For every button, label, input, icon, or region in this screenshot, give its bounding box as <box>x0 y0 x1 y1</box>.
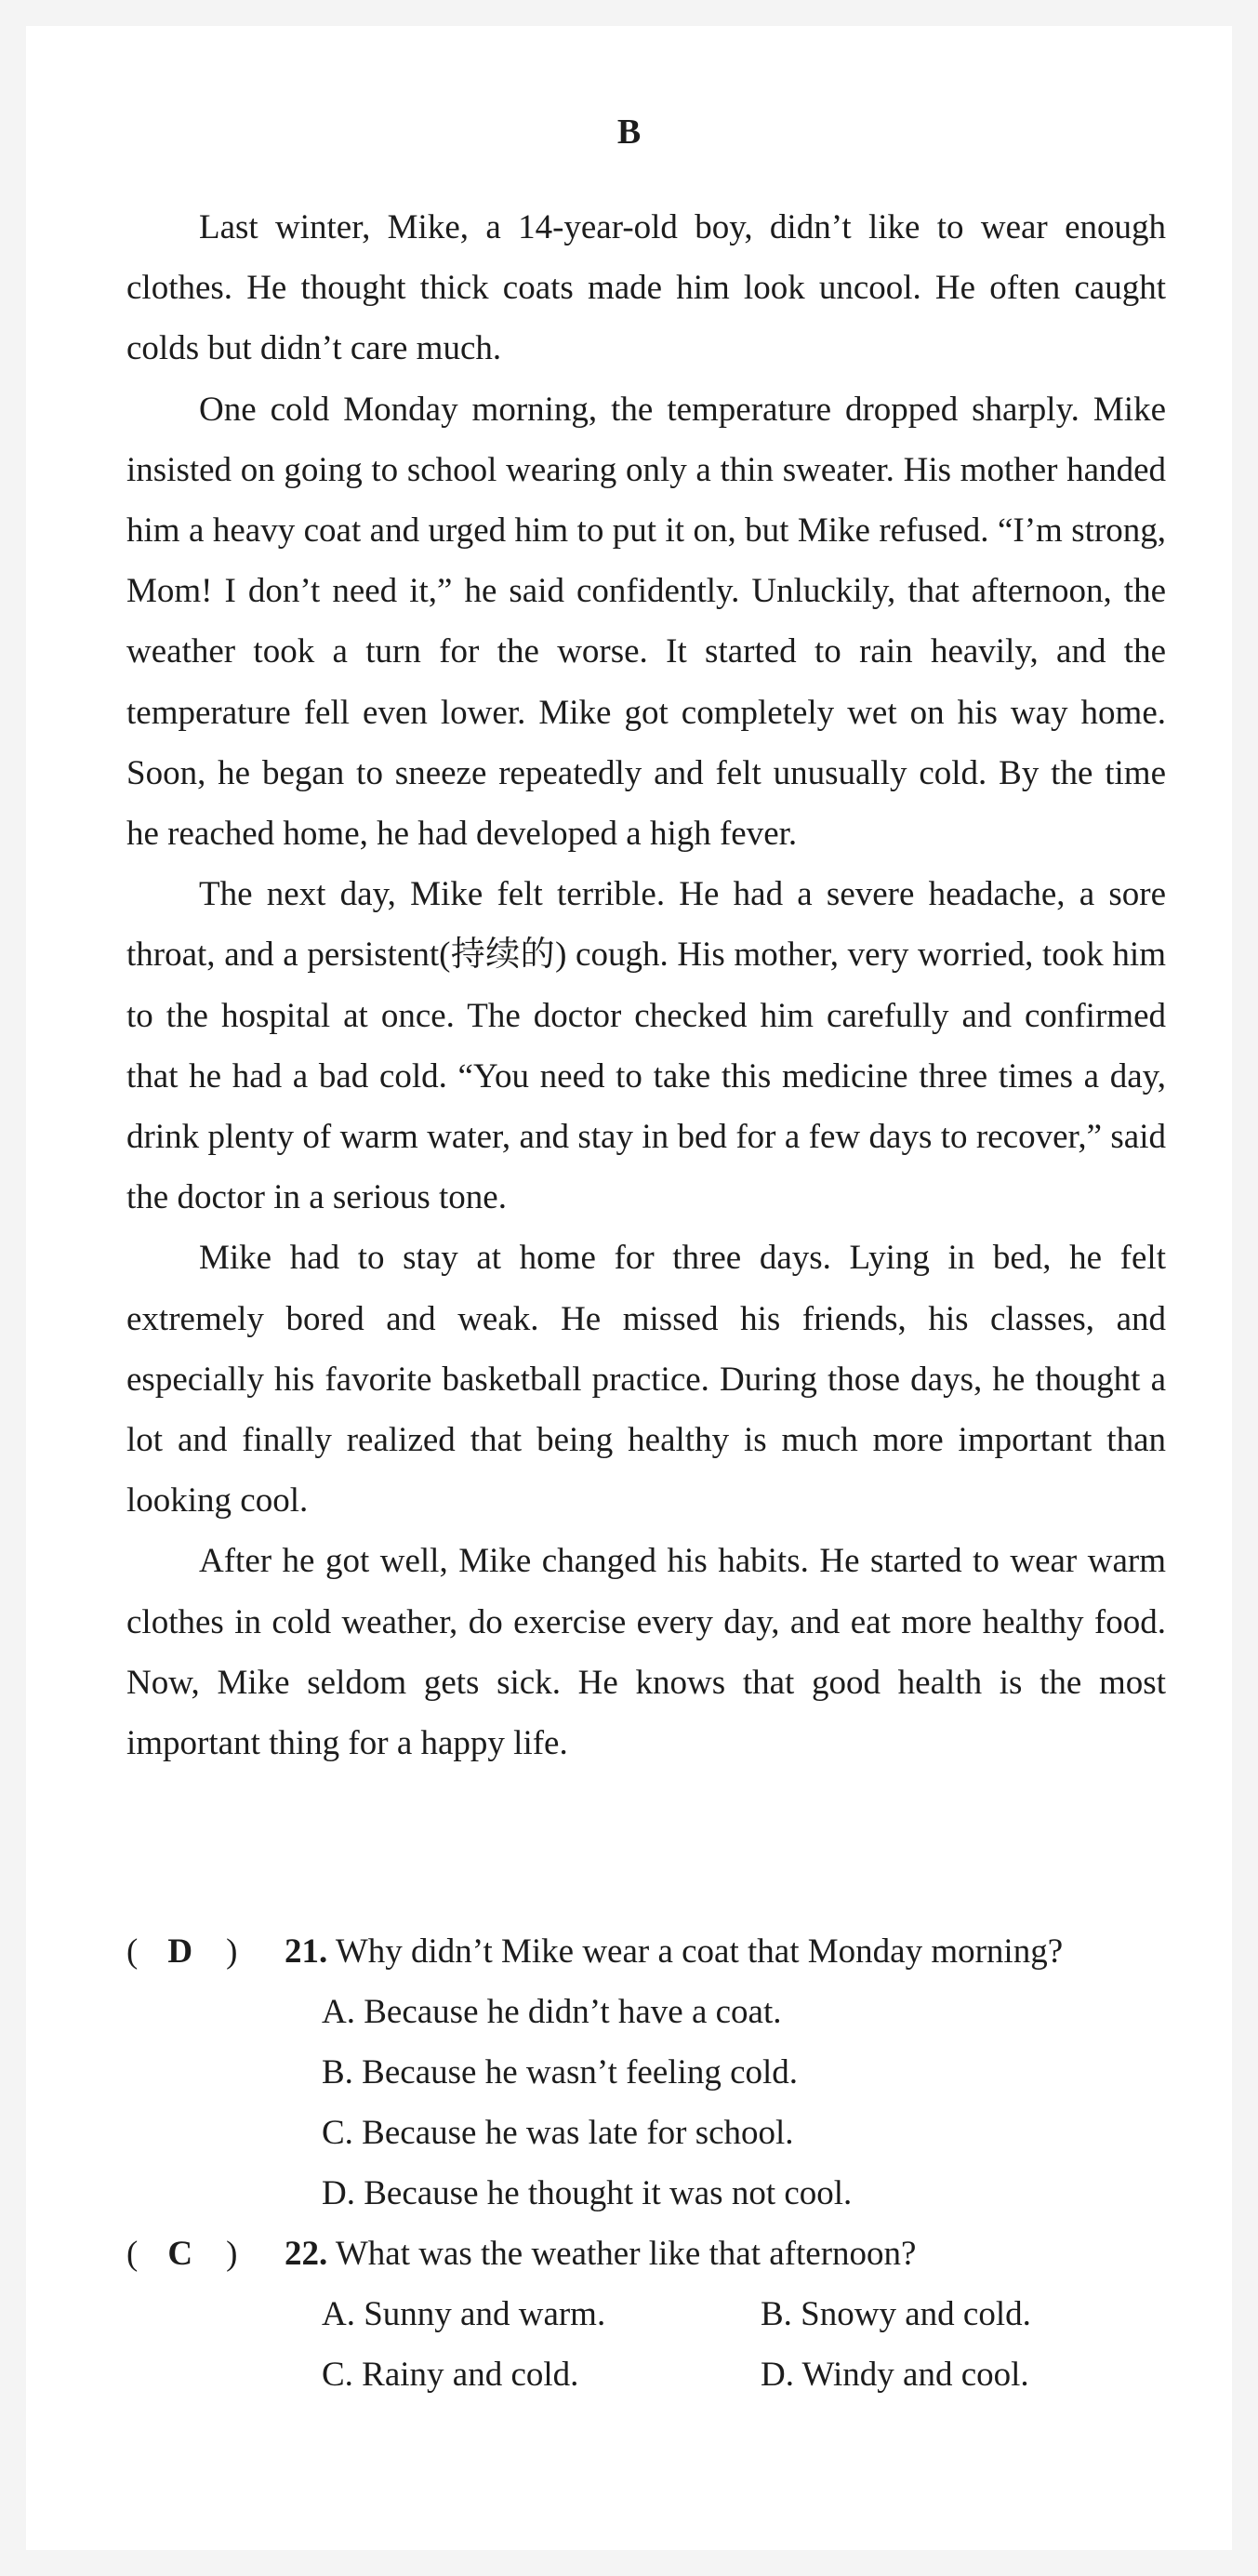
option-d: D. Because he thought it was not cool. <box>322 2174 853 2212</box>
question-number: 22. <box>285 2235 328 2273</box>
question-text: What was the weather like that afternoon? <box>335 2235 917 2273</box>
option-row <box>322 2163 1186 2224</box>
passage-paragraph-3: The next day, Mike felt terrible. He had a severe headache, a sore throat, and a persistent(持续的) cough. His mother, very worried, took him to the hospital at once. The doctor checked him carefully and confirmed that he had a bad cold. “You need to take this medicine three times a day, drink plenty of warm water, and stay in bed for a few days to recover,” said the doctor in a serious tone. <box>126 875 1166 1217</box>
question-number: 21. <box>285 1932 328 1971</box>
paren-open: ( <box>126 1932 139 1971</box>
paren-open: ( <box>126 2235 139 2273</box>
question-stem <box>126 1921 1186 1982</box>
option-row <box>322 2042 1186 2103</box>
option-d: D. Windy and cool. <box>761 2356 1029 2394</box>
question-list <box>126 1921 1186 2405</box>
option-list <box>126 1982 1186 2224</box>
answer-letter: D <box>167 1932 193 1971</box>
section-title: B <box>616 113 642 152</box>
option-row <box>322 2344 1186 2405</box>
option-c: C. Because he was late for school. <box>322 2114 794 2152</box>
option-b: B. Because he wasn’t feeling cold. <box>322 2053 799 2091</box>
passage-paragraph-2: One cold Monday morning, the temperature dropped sharply. Mike insisted on going to school wearing only a thin sweater. His mother handed him a heavy coat and urged him to put it on, but Mike refused. “I’m strong, Mom! I don’t need it,” he said confidently. Unluckily, that afternoon, the weather took a turn for the worse. It started to rain heavily, and the temperature fell even lower. Mike got completely wet on his way home. Soon, he began to sneeze repeatedly and felt unusually cold. By the time he reached home, he had developed a high fever. <box>126 390 1166 854</box>
reading-passage <box>126 197 1166 1773</box>
question-21 <box>126 1921 1186 2224</box>
question-stem <box>126 2224 1186 2284</box>
answer-letter: C <box>167 2235 193 2273</box>
passage-paragraph-4: Mike had to stay at home for three days. Lying in bed, he felt extremely bored and weak. He missed his friends, his classes, and especially his favorite basketball practice. During those days, he thought a lot and finally realized that being healthy is much more important than looking cool. <box>126 1239 1166 1520</box>
question-text: Why didn’t Mike wear a coat that Monday morning? <box>335 1932 1064 1971</box>
paren-close: ) <box>226 1932 238 1971</box>
paren-close: ) <box>226 2235 238 2273</box>
option-a: A. Because he didn’t have a coat. <box>322 1993 782 2031</box>
document-page <box>26 26 1232 2550</box>
option-list <box>126 2284 1186 2405</box>
option-a: A. Sunny and warm. <box>322 2295 606 2333</box>
answer-bracket <box>126 1921 285 1982</box>
passage-paragraph-5: After he got well, Mike changed his habits. He started to wear warm clothes in cold weather, do exercise every day, and eat more healthy food. Now, Mike seldom gets sick. He knows that good health is the most important thing for a happy life. <box>126 1542 1166 1763</box>
answer-bracket <box>126 2224 285 2284</box>
question-22 <box>126 2224 1186 2405</box>
option-c: C. Rainy and cold. <box>322 2356 579 2394</box>
option-row <box>322 1982 1186 2042</box>
option-row <box>322 2103 1186 2163</box>
option-b: B. Snowy and cold. <box>761 2295 1031 2333</box>
passage-paragraph-1: Last winter, Mike, a 14-year-old boy, didn’t like to wear enough clothes. He thought thick coats made him look uncool. He often caught colds but didn’t care much. <box>126 208 1166 368</box>
option-row <box>322 2284 1186 2344</box>
